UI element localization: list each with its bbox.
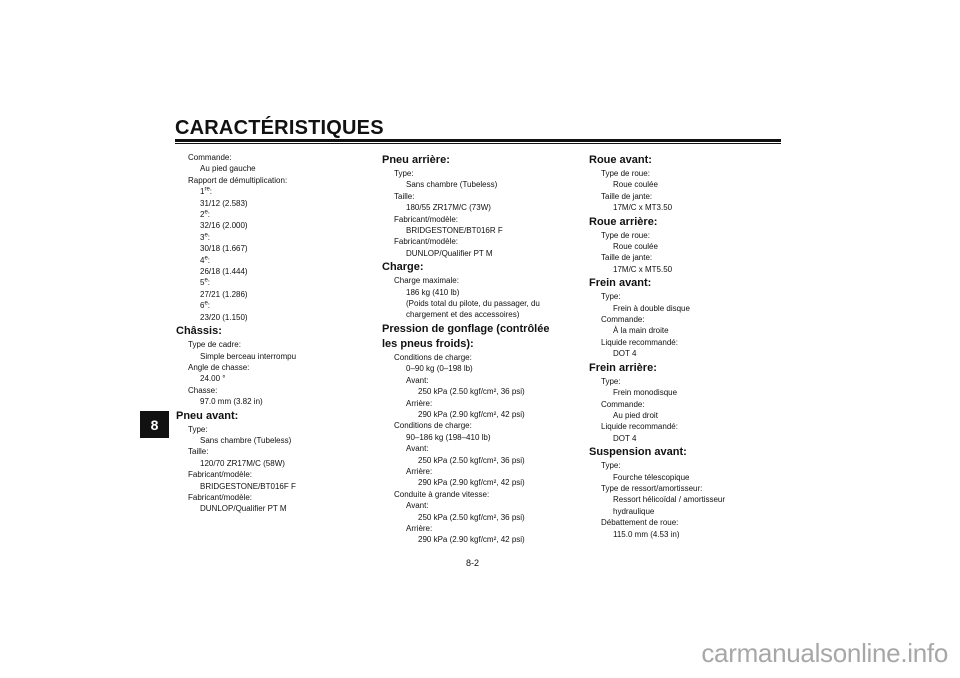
spec-value [382, 375, 572, 386]
spec-value [382, 409, 572, 420]
line-text: Conduite à grande vitesse: [394, 489, 490, 499]
spec-value [382, 443, 572, 454]
line-text: Ressort hélicoïdal / amortisseur [613, 495, 726, 505]
section-heading [176, 324, 366, 339]
spec-value [176, 163, 366, 174]
spec-label [176, 492, 366, 503]
line-text: 90–186 kg (198–410 lb) [406, 432, 491, 442]
spec-value [176, 312, 366, 323]
spec-label [382, 352, 572, 363]
spec-value [176, 232, 366, 243]
line-text: Charge maximale: [394, 276, 459, 286]
line-text: 97.0 mm (3.82 in) [200, 397, 263, 407]
spec-value [382, 534, 572, 545]
line-text: 32/16 (2.000) [200, 221, 248, 231]
header-rule-thin [175, 143, 781, 144]
spec-value [176, 503, 366, 514]
line-suffix: : [207, 232, 211, 242]
spec-value [176, 209, 366, 220]
spec-value [589, 325, 779, 336]
spec-column-3 [589, 152, 779, 540]
line-text: Taille: [188, 447, 209, 457]
spec-value [382, 500, 572, 511]
spec-value [176, 198, 366, 209]
line-text: Fabricant/modèle: [394, 237, 459, 247]
line-text: Type de roue: [601, 230, 650, 240]
spec-label [382, 275, 572, 286]
line-text: Type: [188, 424, 208, 434]
line-text: DOT 4 [613, 349, 637, 359]
spec-label [589, 252, 779, 263]
spec-value [382, 309, 572, 320]
spec-value [589, 506, 779, 517]
spec-value [589, 264, 779, 275]
spec-label [176, 424, 366, 435]
line-text: Avant: [406, 501, 429, 511]
line-text: Sans chambre (Tubeless) [406, 180, 498, 190]
line-text: 17M/C x MT5.50 [613, 264, 673, 274]
page-title: CARACTÉRISTIQUES [175, 117, 384, 139]
line-text: Type: [601, 461, 621, 471]
line-text: Roue coulée [613, 180, 658, 190]
line-text: Type: [601, 376, 621, 386]
line-text: Taille de jante: [601, 191, 653, 201]
line-text: Commande: [601, 399, 645, 409]
spec-label [382, 191, 572, 202]
line-text: Roue arrière: [589, 215, 658, 228]
line-text: Commande: [188, 153, 232, 162]
spec-value [176, 300, 366, 311]
spec-value [176, 186, 366, 197]
line-text: Type de cadre: [188, 340, 241, 350]
line-text: À la main droite [613, 326, 669, 336]
line-text: Fabricant/modèle: [394, 214, 459, 224]
line-suffix: : [207, 210, 211, 220]
ordinal-superscript: e [204, 300, 208, 307]
section-heading [589, 153, 779, 168]
spec-value [589, 387, 779, 398]
line-text: Commande: [601, 315, 645, 325]
line-suffix: : [209, 187, 213, 197]
line-text: Frein monodisque [613, 388, 678, 398]
line-text: chargement et des accessoires) [406, 310, 520, 320]
ordinal-superscript: e [204, 277, 208, 284]
line-text: Chasse: [188, 385, 218, 395]
spec-label [589, 399, 779, 410]
spec-label [589, 168, 779, 179]
line-text: Arrière: [406, 398, 433, 408]
line-text: Liquide recommandé: [601, 337, 678, 347]
spec-value [176, 351, 366, 362]
spec-value [176, 255, 366, 266]
line-text: Frein à double disque [613, 303, 690, 313]
spec-label [382, 168, 572, 179]
line-text: 290 kPa (2.90 kgf/cm², 42 psi) [418, 409, 525, 419]
line-text: (Poids total du pilote, du passager, du [406, 299, 540, 309]
line-text: 23/20 (1.150) [200, 312, 248, 322]
line-text: 115.0 mm (4.53 in) [613, 529, 680, 539]
spec-label [176, 362, 366, 373]
spec-value [382, 386, 572, 397]
line-text: 290 kPa (2.90 kgf/cm², 42 psi) [418, 478, 525, 488]
spec-value [176, 435, 366, 446]
line-text: 250 kPa (2.50 kgf/cm², 36 psi) [418, 455, 525, 465]
ordinal-superscript: e [204, 255, 208, 261]
line-text: Avant: [406, 444, 429, 454]
line-text: 17M/C x MT3.50 [613, 203, 673, 213]
line-text: 2 [200, 210, 205, 220]
line-text: Roue avant: [589, 154, 652, 166]
spec-value [382, 225, 572, 236]
line-text: hydraulique [613, 506, 655, 516]
line-text: BRIDGESTONE/BT016R F [406, 226, 503, 236]
section-heading [382, 260, 572, 275]
spec-value [382, 398, 572, 409]
watermark: carmanualsonline.info [701, 638, 948, 668]
spec-value [589, 433, 779, 444]
header-rule-thick [175, 139, 781, 142]
spec-value [589, 410, 779, 421]
line-text: Liquide recommandé: [601, 422, 678, 432]
line-text: 186 kg (410 lb) [406, 287, 460, 297]
section-heading [589, 445, 779, 460]
line-text: Type: [394, 169, 414, 178]
line-text: 250 kPa (2.50 kgf/cm², 36 psi) [418, 387, 525, 397]
spec-label [382, 214, 572, 225]
section-heading [589, 361, 779, 376]
spec-label [589, 517, 779, 528]
line-text: Conditions de charge: [394, 352, 472, 362]
line-suffix: : [207, 255, 211, 265]
line-text: Charge: [382, 261, 424, 274]
spec-value [382, 363, 572, 374]
line-suffix: : [207, 301, 211, 311]
line-text: Au pied gauche [200, 164, 256, 174]
spec-value [589, 494, 779, 505]
line-text: 180/55 ZR17M/C (73W) [406, 203, 491, 213]
spec-value [176, 373, 366, 384]
spec-value [382, 298, 572, 309]
spec-value [382, 455, 572, 466]
line-text: Frein arrière: [589, 361, 657, 374]
spec-label [176, 469, 366, 480]
spec-value [382, 512, 572, 523]
line-text: Arrière: [406, 523, 433, 533]
ordinal-superscript: re [204, 186, 210, 193]
spec-label [589, 483, 779, 494]
line-text: Au pied droit [613, 410, 658, 420]
spec-value [176, 289, 366, 300]
line-text: DOT 4 [613, 433, 637, 443]
line-text: Châssis: [176, 325, 222, 338]
section-heading [176, 409, 366, 424]
line-text: 26/18 (1.444) [200, 267, 248, 277]
spec-value [176, 277, 366, 288]
spec-label [382, 236, 572, 247]
spec-value [589, 202, 779, 213]
spec-label [589, 314, 779, 325]
spec-value [176, 220, 366, 231]
section-heading [382, 153, 572, 168]
spec-label [176, 175, 366, 186]
line-text: Conditions de charge: [394, 421, 472, 431]
spec-label [589, 376, 779, 387]
line-text: 6 [200, 301, 205, 311]
spec-label [589, 191, 779, 202]
line-text: Fabricant/modèle: [188, 492, 253, 502]
line-text: 4 [200, 255, 205, 265]
line-text: Roue coulée [613, 242, 658, 252]
spec-label [589, 291, 779, 302]
spec-value [589, 303, 779, 314]
spec-label [589, 460, 779, 471]
line-text: Type: [601, 292, 621, 302]
spec-value [382, 466, 572, 477]
chapter-tab: 8 [140, 411, 169, 438]
spec-value [382, 248, 572, 259]
line-suffix: : [207, 278, 211, 288]
spec-value [382, 432, 572, 443]
line-text: Arrière: [406, 466, 433, 476]
ordinal-superscript: e [204, 232, 208, 239]
line-text: Type de roue: [601, 169, 650, 178]
line-text: Taille de jante: [601, 253, 653, 263]
spec-label [589, 337, 779, 348]
line-text: DUNLOP/Qualifier PT M [200, 504, 287, 514]
line-text: Fourche télescopique [613, 472, 690, 482]
spec-value [589, 179, 779, 190]
line-text: Fabricant/modèle: [188, 470, 253, 480]
spec-value [589, 529, 779, 540]
line-text: 1 [200, 187, 205, 197]
line-text: Taille: [394, 191, 415, 201]
spec-label [589, 230, 779, 241]
section-heading [382, 322, 560, 352]
spec-label [176, 152, 366, 163]
line-text: 27/21 (1.286) [200, 289, 248, 299]
spec-value [176, 458, 366, 469]
line-text: 30/18 (1.667) [200, 244, 248, 254]
line-text: 31/12 (2.583) [200, 198, 248, 208]
ordinal-superscript: e [204, 209, 208, 216]
line-text: 290 kPa (2.90 kgf/cm², 42 psi) [418, 535, 525, 545]
spec-label [176, 339, 366, 350]
line-text: Pression de gonflage (contrôlée les pneus froids): [382, 322, 550, 350]
spec-column-2 [382, 152, 572, 546]
line-text: Suspension avant: [589, 446, 687, 459]
spec-value [589, 241, 779, 252]
line-text: 3 [200, 232, 205, 242]
spec-value [176, 243, 366, 254]
section-heading [589, 215, 779, 230]
section-heading [589, 276, 779, 291]
spec-label [176, 385, 366, 396]
page-number: 8-2 [466, 558, 480, 568]
line-text: Pneu arrière: [382, 154, 450, 166]
line-text: DUNLOP/Qualifier PT M [406, 248, 493, 258]
line-text: Frein avant: [589, 277, 652, 290]
spec-value [176, 266, 366, 277]
line-text: Avant: [406, 375, 429, 385]
spec-value [589, 348, 779, 359]
spec-label [176, 446, 366, 457]
line-text: Simple berceau interrompu [200, 351, 297, 361]
spec-label [382, 489, 572, 500]
line-text: BRIDGESTONE/BT016F F [200, 481, 296, 491]
line-text: 24.00 ° [200, 374, 226, 384]
line-text: Pneu avant: [176, 409, 239, 422]
spec-value [382, 477, 572, 488]
spec-value [382, 179, 572, 190]
spec-value [382, 202, 572, 213]
spec-value [382, 523, 572, 534]
line-text: 5 [200, 278, 205, 288]
line-text: 250 kPa (2.50 kgf/cm², 36 psi) [418, 512, 525, 522]
line-text: 0–90 kg (0–198 lb) [406, 364, 473, 374]
spec-value [176, 396, 366, 407]
spec-label [382, 420, 572, 431]
spec-label [589, 421, 779, 432]
line-text: Angle de chasse: [188, 362, 250, 372]
spec-value [589, 472, 779, 483]
line-text: Sans chambre (Tubeless) [200, 435, 292, 445]
line-text: Type de ressort/amortisseur: [601, 483, 703, 493]
spec-value [382, 287, 572, 298]
spec-column-1 [176, 152, 366, 515]
line-text: Débattement de roue: [601, 518, 679, 528]
line-text: 120/70 ZR17M/C (58W) [200, 458, 285, 468]
spec-value [176, 481, 366, 492]
line-text: Rapport de démultiplication: [188, 175, 288, 185]
